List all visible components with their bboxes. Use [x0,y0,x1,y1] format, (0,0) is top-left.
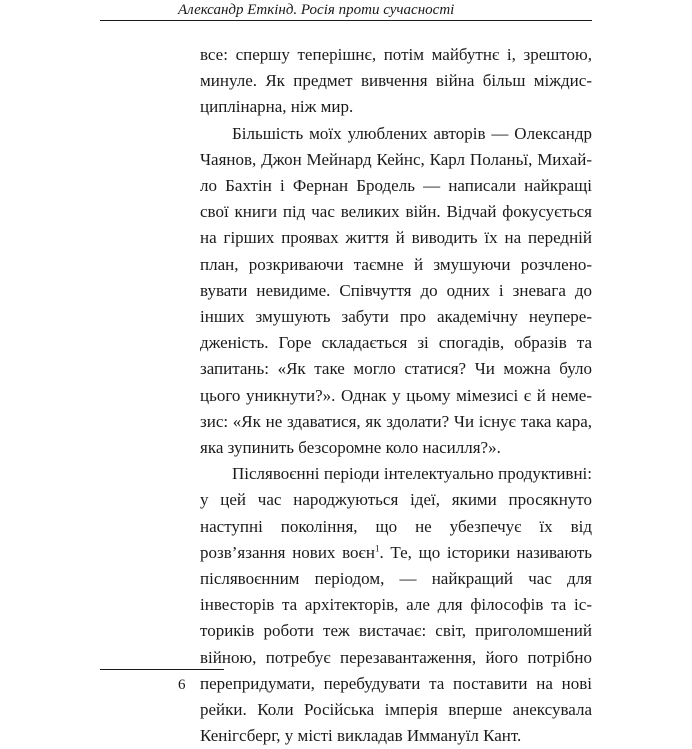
header-rule [100,20,592,21]
paragraph-postwar-text-2: . Те, що історики називають післявоєнним періодом, — найкращий час для інвесторів та архітекторів, але для філософів та істориків роботи теж вистачає: світ, приголомшений війною, потребує перезавантаження, його потрібно перепридумати, перебудувати та поставити на нові рейки. Коли Російська імперія вперше анексувала Кенігсберг, у місті викладав Иммануїл Кант. [200,542,593,746]
footnote-reference[interactable]: 1 [374,543,380,554]
paragraph-postwar-text-1: Післявоєнні періоди інтелектуально продуктивні: у цей час народжуються ідеї, якими просякнуто наступні покоління, що не убезпечує їх від розв’язання нових воєн [200,464,592,562]
paragraph-continuation: все: спершу теперішнє, потім майбутнє і, зрештою, минуле. Як предмет вивчення війна більш міждисциплінарна, ніж мир. [200,45,592,117]
footnote-rule [100,669,224,670]
body-text [200,42,592,749]
paragraph-authors: Більшість моїх улюблених авторів — Олександр Чаянов, Джон Мейнард Кейнс, Карл Поланьї, Михайло Бахтін і Фернан Бродель — написали найкращі свої книги під час великих війн. Відчай фокусується на гірших проявах життя й виводить їх на передній план, розкриваючи таємне й змушуючи розчленовувати невидиме. Співчуття до одних і зневага до інших змушують забути про академічну неупередженість. Горе складається зі спогадів, образів та запитань: «Як таке могло статися? Чи можна було цього уникнути?». Однак у цьому мімезисі є й немезис: «Як не здаватися, як здолати? Чи існує така кара, яка зупинить безсоромне коло насилля?». [200,123,592,458]
paragraph-postwar [200,461,592,749]
page-number: 6 [178,677,186,693]
running-head: Александр Еткінд. Росія проти сучасності [178,2,455,18]
